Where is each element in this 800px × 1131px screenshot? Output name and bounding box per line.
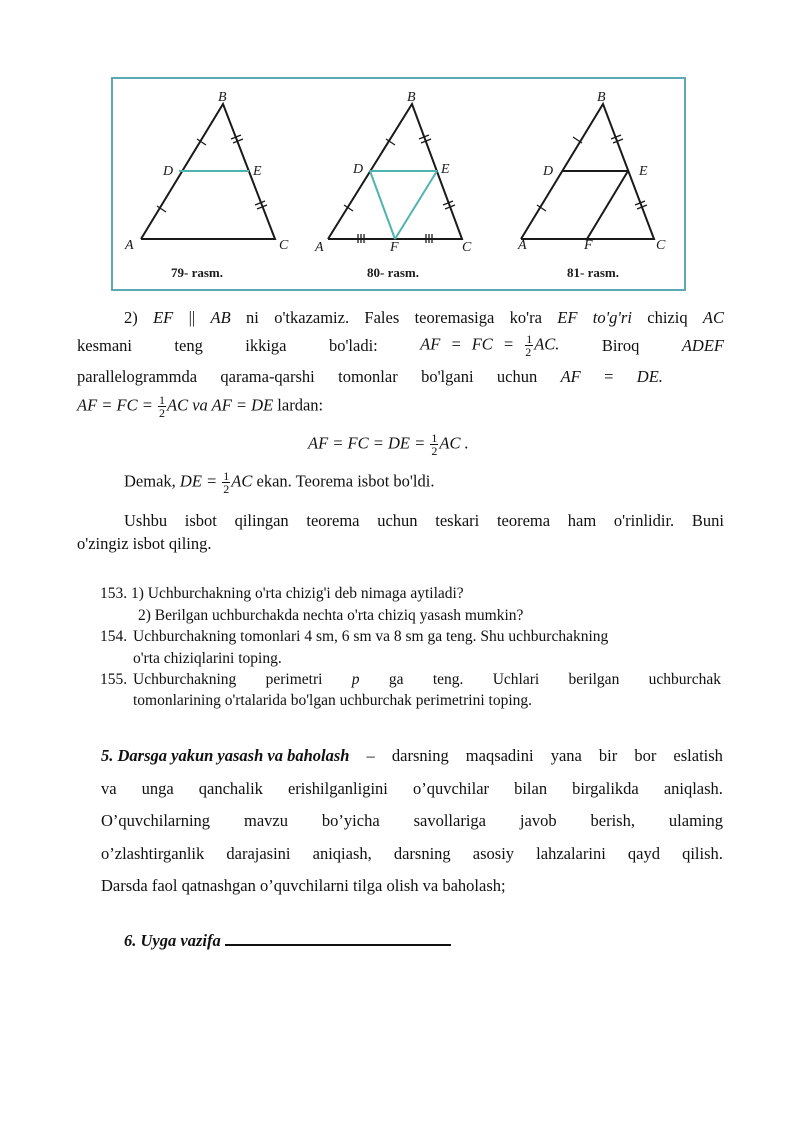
text: savollariga: [413, 811, 486, 830]
numerator: 1: [431, 431, 438, 445]
text: =: [604, 367, 614, 386]
text: AC va AF = DE: [167, 395, 274, 415]
text: teorema: [496, 511, 551, 530]
section6-title: 6. Uyga vazifa: [124, 931, 221, 950]
section5-title: 5. Darsga yakun yasash va baholash: [101, 746, 350, 765]
text: EF: [153, 308, 174, 327]
text: perimetri: [265, 671, 323, 688]
text: AC.: [534, 334, 560, 354]
text: Demak,: [124, 471, 176, 491]
text: bo'lgani: [421, 367, 474, 386]
text: bor: [634, 746, 657, 765]
text: birgalikda: [572, 779, 639, 798]
text: –: [366, 746, 375, 765]
text: Ushbu: [124, 511, 168, 530]
text: Uchburchakning: [133, 671, 237, 688]
text: qarama-qarshi: [220, 367, 315, 386]
text: uchun: [377, 511, 418, 530]
section5-line-3: [101, 810, 723, 832]
section6-heading: [124, 930, 451, 952]
text: javob: [519, 811, 557, 830]
text: AF = FC =: [420, 334, 515, 354]
text: darsning: [391, 746, 449, 765]
exercise-153-q2: 2) Berilgan uchburchakda nechta o'rta chiziq yasash mumkin?: [138, 607, 524, 624]
text: parallelogrammda: [77, 367, 198, 386]
figure-79: [124, 90, 289, 280]
text: erishilganligini: [287, 779, 388, 798]
section5-line-5: Darsda faol qatnashgan o’quvchilarni tilga olish va baholash;: [101, 876, 506, 895]
text: lahzalarini: [536, 844, 606, 863]
denominator: 2: [431, 444, 438, 458]
proof-conclusion: [124, 470, 434, 495]
text: darajasini: [226, 844, 291, 863]
text: teng.: [432, 671, 464, 688]
text: AF: [560, 367, 581, 386]
text: ko'ra: [509, 308, 542, 327]
text: lardan:: [277, 395, 324, 415]
text: bilan: [514, 779, 548, 798]
text: bir: [598, 746, 618, 765]
text: AC .: [439, 433, 469, 453]
text: o’zlashtirganlik: [101, 844, 205, 863]
text: EF: [557, 308, 578, 327]
text: uchun: [496, 367, 538, 386]
text: qilish.: [682, 844, 723, 863]
text: Buni: [691, 511, 724, 530]
text: AF = FC =: [77, 395, 153, 415]
label-b: B: [597, 90, 606, 105]
figure-81: [517, 90, 666, 280]
fraction: [525, 333, 533, 358]
fraction: [222, 470, 230, 495]
exercise-154-line1: Uchburchakning tomonlari 4 sm, 6 sm va 8 sm ga teng. Shu uchburchakning: [133, 628, 609, 645]
text: aniqiash,: [312, 844, 372, 863]
figure-panel: [111, 77, 686, 291]
fraction: [430, 432, 438, 457]
caption-81: 81- rasm.: [567, 265, 619, 280]
text: qilingan: [234, 511, 289, 530]
exercise-155-number: 155.: [100, 671, 128, 688]
label-c: C: [656, 238, 666, 253]
text: tomonlar: [338, 367, 398, 386]
text: aniqlash.: [663, 779, 723, 798]
denominator: 2: [223, 482, 230, 496]
section5-line-1: [101, 745, 723, 767]
equation: [420, 333, 559, 358]
label-c: C: [279, 238, 289, 253]
label-f: F: [390, 240, 399, 255]
exercise-153-q1: 153. 1) Uchburchakning o'rta chizig'i deb nimaga aytiladi?: [100, 585, 464, 602]
text: ga: [388, 671, 404, 688]
proof-line-1: [124, 307, 724, 329]
label-a: A: [518, 238, 527, 253]
exercise-155-line2: tomonlarining o'rtalarida bo'lgan uchburchak perimetrini toping.: [133, 692, 533, 709]
text: p: [351, 671, 360, 688]
text: o'tkazamiz.: [274, 308, 350, 327]
text: ADEF: [681, 335, 724, 355]
text: Biroq: [601, 335, 640, 355]
proof-line-7: [124, 510, 724, 532]
text: o'rinlidir.: [613, 511, 675, 530]
text: ||: [188, 308, 196, 327]
label-b: B: [218, 90, 227, 105]
numerator: 1: [159, 393, 166, 407]
label-e: E: [253, 164, 262, 179]
text: ulaming: [668, 811, 723, 830]
label-b: B: [407, 90, 416, 105]
figure-80: [314, 90, 472, 280]
text: qayd: [627, 844, 660, 863]
proof-line-4: [77, 394, 323, 419]
text: AB: [210, 308, 231, 327]
label-e: E: [639, 164, 648, 179]
text: AC: [702, 308, 724, 327]
text: 2): [124, 308, 138, 327]
denominator: 2: [159, 406, 166, 420]
exercise-155-line1: [133, 669, 721, 691]
text: O’quvchilarning: [101, 811, 211, 830]
text: bo'ladi:: [328, 335, 378, 355]
text: DE.: [636, 367, 663, 386]
homework-blank-line: [225, 930, 451, 946]
text: uchburchak: [648, 671, 721, 688]
text: Fales: [364, 308, 400, 327]
text: berilgan: [568, 671, 620, 688]
denominator: 2: [525, 345, 532, 359]
proof-line-8: o'zingiz isbot qiling.: [77, 534, 212, 553]
text: isbot: [184, 511, 217, 530]
text: maqsadini: [465, 746, 534, 765]
label-e: E: [441, 162, 450, 177]
text: DE =: [179, 471, 218, 491]
exercise-154-line2: o'rta chiziqlarini toping.: [133, 650, 282, 667]
text: teng: [174, 335, 203, 355]
caption-80: 80- rasm.: [367, 265, 419, 280]
text: ham: [567, 511, 597, 530]
label-a: A: [125, 238, 134, 253]
section5-line-2: [101, 778, 723, 800]
text: yana: [550, 746, 582, 765]
numerator: 1: [526, 332, 533, 346]
text: ni: [246, 308, 259, 327]
text: teorema: [306, 511, 360, 530]
text: asosiy: [472, 844, 515, 863]
proof-equation: [308, 432, 469, 457]
text: berish,: [590, 811, 635, 830]
text: darsning: [393, 844, 451, 863]
text: eslatish: [673, 746, 723, 765]
text: bo’yicha: [321, 811, 380, 830]
label-a: A: [315, 240, 324, 255]
text: chiziq: [647, 308, 688, 327]
label-c: C: [462, 240, 472, 255]
text: unga: [141, 779, 174, 798]
text: AF = FC = DE =: [308, 433, 426, 453]
text: ekan. Teorema isbot bo'ldi.: [256, 471, 435, 491]
text: mavzu: [244, 811, 288, 830]
text: AC: [231, 471, 253, 491]
proof-line-2: [77, 333, 724, 358]
numerator: 1: [223, 469, 230, 483]
label-d: D: [543, 164, 554, 179]
exercise-154-number: 154.: [100, 628, 128, 645]
section5-line-4: [101, 843, 723, 865]
text: ikkiga: [245, 335, 287, 355]
fraction: [158, 394, 166, 419]
text: o’quvchilar: [412, 779, 490, 798]
text: va: [101, 779, 117, 798]
triangle-figures: [113, 79, 688, 293]
label-d: D: [163, 164, 174, 179]
label-d: D: [353, 162, 364, 177]
text: teoremasiga: [414, 308, 495, 327]
text: Uchlari: [492, 671, 540, 688]
text: kesmani: [77, 335, 132, 355]
caption-79: 79- rasm.: [171, 265, 223, 280]
text: to'g'ri: [592, 308, 632, 327]
text: teskari: [435, 511, 480, 530]
label-f: F: [584, 238, 593, 253]
proof-line-3: [77, 366, 663, 388]
text: qanchalik: [198, 779, 263, 798]
